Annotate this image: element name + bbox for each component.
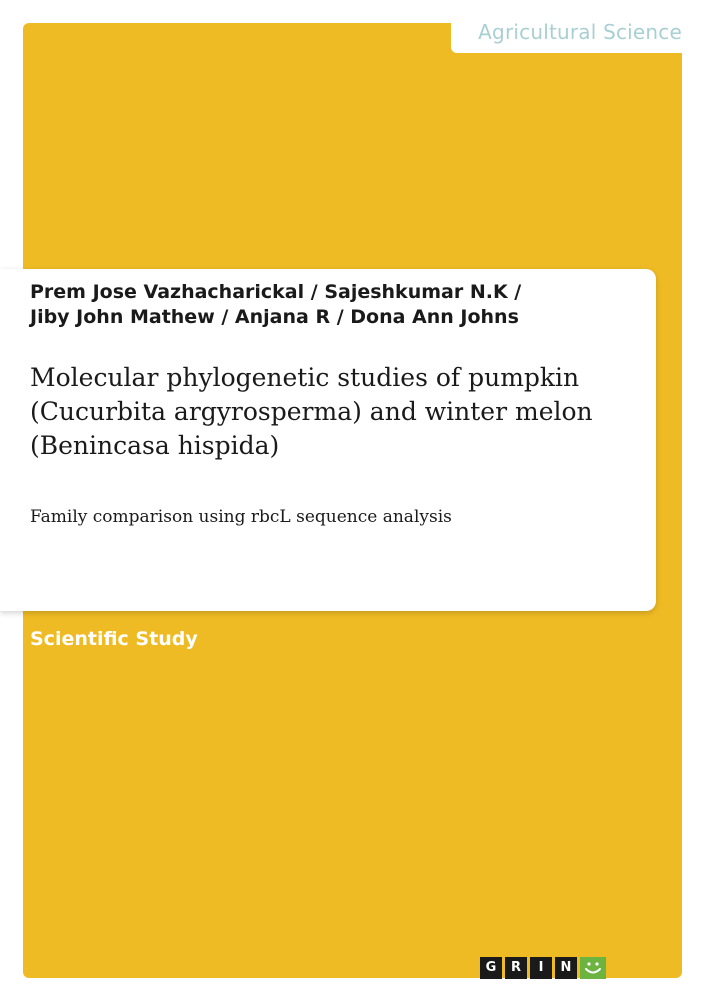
authors-line-1: Prem Jose Vazhacharickal / Sajeshkumar N.K / [30,281,522,303]
authors-line-2: Jiby John Mathew / Anjana R / Dona Ann Johns [30,306,519,328]
title-card [0,269,656,611]
logo-letter: G [480,957,502,979]
authors [30,280,640,330]
category-label: Agricultural Science [478,20,682,44]
logo-letter: I [530,957,552,979]
book-title: Molecular phylogenetic studies of pumpkin (Cucurbita argyrosperma) and winter melon (Benincasa hispida) [30,363,593,460]
logo-letter: R [505,957,527,979]
smile-icon [580,957,606,979]
book-subtitle: Family comparison using rbcL sequence analysis [30,507,452,527]
document-type: Scientific Study [30,628,198,650]
publisher-logo [480,957,606,979]
logo-letter: N [555,957,577,979]
